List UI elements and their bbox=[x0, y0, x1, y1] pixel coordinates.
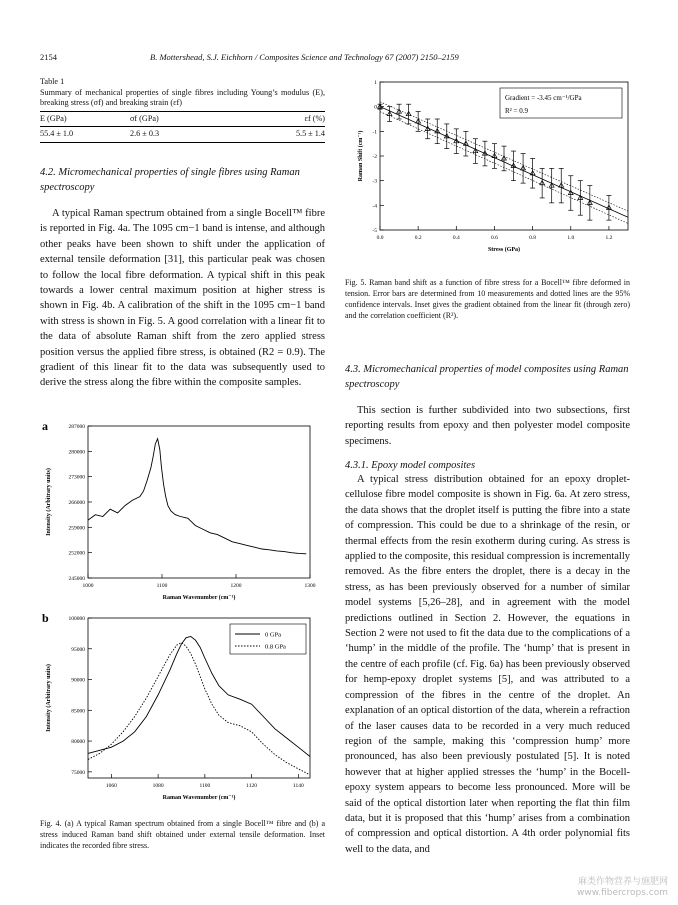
table-rule-bottom bbox=[40, 142, 325, 143]
y-tick-label: -2 bbox=[372, 154, 377, 160]
y-tick-label: -5 bbox=[372, 228, 377, 234]
x-tick-label: 1100 bbox=[199, 783, 211, 789]
figure-5 bbox=[350, 76, 640, 271]
y-tick-label: 245000 bbox=[68, 576, 85, 582]
x-tick-label: 0.6 bbox=[491, 235, 498, 241]
table-rule-mid bbox=[40, 126, 325, 127]
section-4-3-1-heading: 4.3.1. Epoxy model composites bbox=[345, 460, 476, 471]
paragraph: This section is further subdivided into two subsections, first reporting results from epoxy and then polyester model composite specimens. bbox=[345, 405, 630, 447]
table-header-cell: σf (GPa) bbox=[130, 113, 159, 123]
table-rule-top bbox=[40, 111, 325, 112]
table-1 bbox=[40, 77, 325, 145]
y-axis-label: Intensity (Arbitrary units) bbox=[46, 468, 52, 536]
plot-frame bbox=[88, 426, 310, 578]
y-tick-label: 90000 bbox=[71, 677, 85, 684]
figure-5-caption: Fig. 5. Raman band shift as a function of fibre stress for a Bocell™ fibre deformed in tension. Error bars are determined from 10 measurements and dotted lines are the 95% confidence intervals. Inset gives the gradient obtained from the linear fit (through zero) and the correlation coefficient (R²). bbox=[345, 278, 630, 320]
table-cell: 2.6 ± 0.3 bbox=[130, 129, 160, 138]
y-tick-label: 75000 bbox=[71, 769, 85, 776]
y-tick-label: -4 bbox=[372, 203, 377, 210]
table-cell: 55.4 ± 1.0 bbox=[40, 129, 74, 138]
section-4-3-intro bbox=[345, 403, 630, 449]
y-tick-label: 252000 bbox=[68, 550, 85, 557]
paragraph: A typical stress distribution obtained for an epoxy droplet-cellulose fibre model composite is shown in Fig. 6a. At zero stress, the data shows that the droplet itself is putting the fibre into a state of compression. This could be due to a shrinkage of the resin, or thermal effects from the resin exotherm during curing. As stress is applied to the composite, this residual compression is incrementally removed. As the fibre enters the droplet, there is a decay in the stress, as has been previously observed for a number of similar model systems [5,26–28], and in agreement with the model predictions outlined in Section 2. However, the equations in Section 2 were not used to fit the data due to the complications of a ‘hump’ in the middle of the profile. The ‘hump’ that is present in the centre of each profile (cf. Fig. 6a) has been previously observed for hemp-epoxy droplet systems [5], and was attributed to a compression of the fibres in the centre of the droplet. An explanation of an optical distortion of the data, wherein a refraction of the laser causes data to be recorded in a very much reduced region of the sample, making this ‘compression hump’ more pronounced, has also been previously postulated [5]. It is noted however that at higher applied stresses the ‘hump’ in the Bocell-epoxy system appears to become less pronounced. More will be said of the optical distortion later when reporting the flat thin film data, but it is proposed that this ‘hump’ arises from a combination of compression and optical distortion. A 4th order polynomial fits well to the data, and bbox=[345, 474, 630, 855]
table-label: Table 1 bbox=[40, 77, 65, 86]
watermark-line: 麻类作物营养与施肥网 bbox=[577, 877, 668, 887]
y-tick-label: -3 bbox=[372, 178, 377, 185]
table-cell: 5.5 ± 1.4 bbox=[295, 129, 325, 138]
x-tick-label: 1120 bbox=[246, 783, 257, 789]
x-tick-label: 0.0 bbox=[376, 235, 384, 241]
figure-4b bbox=[40, 610, 325, 810]
y-tick-label: 280000 bbox=[68, 449, 85, 456]
table-caption: Summary of mechanical properties of single fibres including Young’s modulus (E), breaking stress (σf) and breaking strain (εf) bbox=[40, 87, 325, 107]
x-tick-label: 1.2 bbox=[605, 235, 613, 241]
x-axis-label: Raman Wavenumber (cm⁻¹) bbox=[162, 595, 236, 601]
y-tick-label: 287000 bbox=[68, 424, 85, 430]
y-tick-label: 273000 bbox=[68, 474, 85, 481]
x-tick-label: 1000 bbox=[82, 583, 94, 589]
x-axis-label: Stress (GPa) bbox=[487, 247, 521, 253]
section-4-2-body bbox=[40, 206, 325, 391]
x-axis-label: Raman Wavenumber (cm⁻¹) bbox=[162, 795, 236, 801]
y-tick-label: -1 bbox=[372, 129, 377, 136]
y-tick-label: 80000 bbox=[71, 739, 85, 746]
y-tick-label: 259000 bbox=[68, 525, 85, 532]
table-row bbox=[40, 129, 325, 140]
panel-label: a bbox=[42, 419, 48, 433]
y-axis-label: Raman Shift (cm⁻¹) bbox=[358, 130, 364, 182]
running-title: B. Mottershead, S.J. Eichhorn / Composites Science and Technology 67 (2007) 2150–2159 bbox=[150, 52, 459, 62]
figure-4a bbox=[40, 418, 325, 608]
x-tick-label: 1080 bbox=[152, 783, 164, 789]
page-number: 2154 bbox=[40, 52, 57, 62]
table-header-cell: E (GPa) bbox=[40, 113, 67, 123]
x-tick-label: 1300 bbox=[304, 583, 316, 589]
series-line-1 bbox=[88, 637, 310, 757]
figure-4-caption: Fig. 4. (a) A typical Raman spectrum obtained from a single Bocell™ fibre and (b) a stress induced Raman band shift obtained under external tensile deformation. Inset indicates the recorded fibre stress. bbox=[40, 819, 325, 850]
y-tick-label: 1 bbox=[374, 80, 377, 86]
paragraph: A typical Raman spectrum obtained from a single Bocell™ fibre is reported in Fig. 4a. The 1095 cm−1 band is intense, and although other peaks have been shown to shift under the application of external tensile deformation [31], this particular peak was chosen to follow the local fibre deformation. A typical shift in this peak towards a lower central maximum position at higher stress is shown in Fig. 4b. A calibration of the shift in the 1095 cm−1 band with stress is shown in Fig. 5. A good correlation with a linear fit to the data of absolute Raman shift from the zero applied stress position versus the applied fibre stress, is obtained (R2 = 0.9). The gradient of this linear fit to the data was subsequently used to derive the stress along the fibre within the composite samples. bbox=[40, 208, 325, 389]
x-tick-label: 1140 bbox=[292, 783, 304, 789]
y-tick-label: 85000 bbox=[71, 708, 85, 715]
y-tick-label: 100000 bbox=[68, 616, 85, 622]
x-tick-label: 1200 bbox=[230, 583, 242, 589]
legend-label: 0.8 GPa bbox=[265, 643, 286, 651]
y-tick-label: 95000 bbox=[71, 646, 85, 653]
table-header-cell: εf (%) bbox=[304, 113, 325, 123]
spectrum-line bbox=[88, 439, 306, 554]
section-4-3-1-body bbox=[345, 472, 630, 857]
table-header-row bbox=[40, 114, 325, 125]
y-tick-label: 0 bbox=[374, 104, 377, 111]
x-tick-label: 0.2 bbox=[414, 235, 422, 241]
x-tick-label: 0.4 bbox=[452, 235, 460, 241]
panel-label: b bbox=[42, 611, 49, 625]
watermark bbox=[577, 877, 668, 899]
x-tick-label: 0.8 bbox=[529, 235, 537, 241]
x-tick-label: 1060 bbox=[105, 783, 117, 789]
series-line-2 bbox=[88, 643, 310, 775]
y-tick-label: 266000 bbox=[68, 500, 85, 506]
x-tick-label: 1.0 bbox=[567, 235, 575, 241]
inset-gradient: Gradient = -3.45 cm⁻¹/GPa bbox=[505, 94, 582, 102]
x-tick-label: 1100 bbox=[156, 583, 168, 589]
section-4-3-heading: 4.3. Micromechanical properties of model composites using Raman spectroscopy bbox=[345, 364, 629, 390]
watermark-line: www.fibercrops.com bbox=[577, 888, 668, 898]
legend-label: 0 GPa bbox=[265, 631, 282, 639]
section-4-2-heading: 4.2. Micromechanical properties of single fibres using Raman spectroscopy bbox=[40, 167, 300, 193]
inset-r-squared: R² = 0.9 bbox=[505, 107, 528, 115]
y-axis-label: Intensity (Arbitrary units) bbox=[46, 664, 52, 732]
